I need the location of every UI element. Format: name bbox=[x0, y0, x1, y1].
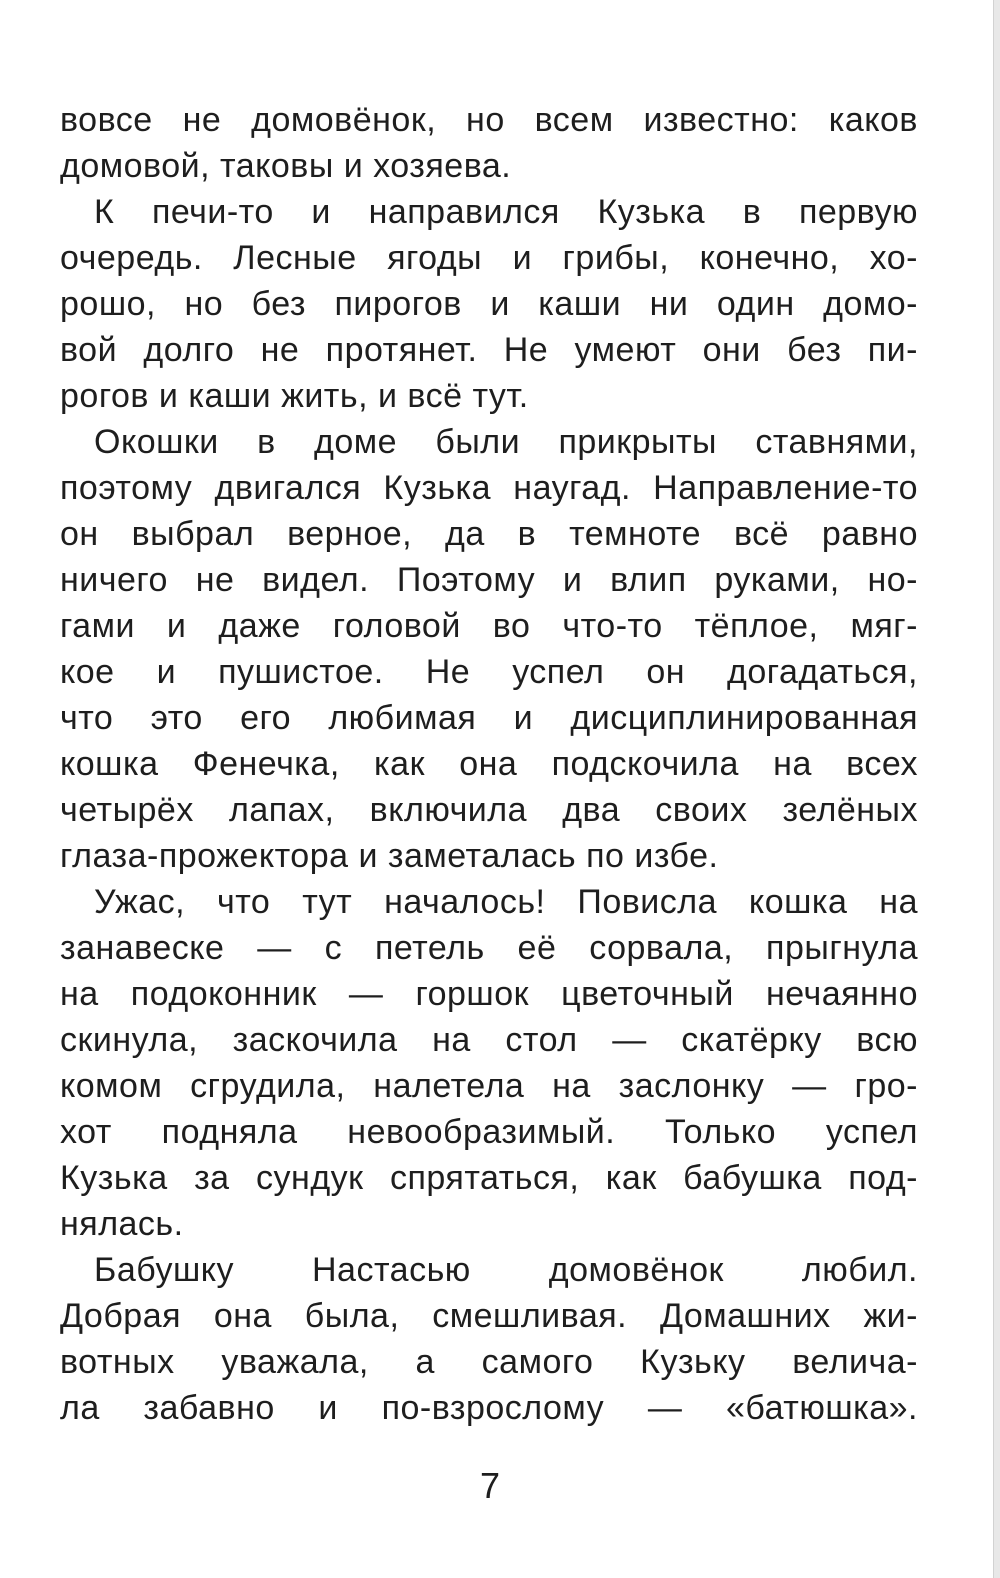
paragraph bbox=[60, 419, 918, 879]
text-line: вотных уважала, а самого Кузьку велича- bbox=[60, 1343, 918, 1381]
text-line: нялась. bbox=[60, 1205, 184, 1243]
text-line: вовсе не домовёнок, но всем известно: каков bbox=[60, 101, 918, 139]
text-line: занавеске — с петель её сорвала, прыгнула bbox=[60, 929, 918, 967]
text-line: Добрая она была, смешливая. Домашних жи- bbox=[60, 1297, 918, 1335]
text-line: вой долго не протянет. Не умеют они без пи- bbox=[60, 331, 918, 369]
text-line: скинула, заскочила на стол — скатёрку всю bbox=[60, 1021, 918, 1059]
text-line: поэтому двигался Кузька наугад. Направление-то bbox=[60, 469, 918, 507]
text-line: рогов и каши жить, и всё тут. bbox=[60, 377, 529, 415]
page-number: 7 bbox=[479, 1465, 501, 1506]
text-line: комом сгрудила, налетела на заслонку — гро- bbox=[60, 1067, 918, 1105]
page-edge bbox=[994, 0, 1000, 1578]
text-line: Ужас, что тут началось! Повисла кошка на bbox=[94, 883, 918, 921]
text-line: ла забавно и по-взрослому — «батюшка». bbox=[60, 1389, 918, 1427]
text-line: Бабушку Настасью домовёнок любил. bbox=[94, 1251, 918, 1289]
text-line: глаза-прожектора и заметалась по избе. bbox=[60, 837, 719, 875]
text-line: домовой, таковы и хозяева. bbox=[60, 147, 512, 185]
text-line: очередь. Лесные ягоды и грибы, конечно, хо- bbox=[60, 239, 918, 277]
text-line: что это его любимая и дисциплинированная bbox=[60, 699, 918, 737]
text-line: кошка Фенечка, как она подскочила на всех bbox=[60, 745, 918, 783]
paragraph bbox=[60, 1247, 918, 1431]
text-line: К печи-то и направился Кузька в первую bbox=[94, 193, 918, 231]
paragraph bbox=[60, 189, 918, 419]
text-line: рошо, но без пирогов и каши ни один домо- bbox=[60, 285, 918, 323]
text-line: гами и даже головой во что-то тёплое, мяг- bbox=[60, 607, 918, 645]
text-line: на подоконник — горшок цветочный нечаянно bbox=[60, 975, 918, 1013]
text-line: он выбрал верное, да в темноте всё равно bbox=[60, 515, 918, 553]
paragraph bbox=[60, 879, 918, 1247]
body-text bbox=[60, 97, 918, 1431]
text-line: ничего не видел. Поэтому и влип руками, но- bbox=[60, 561, 918, 599]
text-line: хот подняла невообразимый. Только успел bbox=[60, 1113, 918, 1151]
paragraph bbox=[60, 97, 918, 189]
text-line: Окошки в доме были прикрыты ставнями, bbox=[94, 423, 918, 461]
text-line: четырёх лапах, включила два своих зелёных bbox=[60, 791, 918, 829]
text-line: кое и пушистое. Не успел он догадаться, bbox=[60, 653, 918, 691]
text-line: Кузька за сундук спрятаться, как бабушка под- bbox=[60, 1159, 918, 1197]
